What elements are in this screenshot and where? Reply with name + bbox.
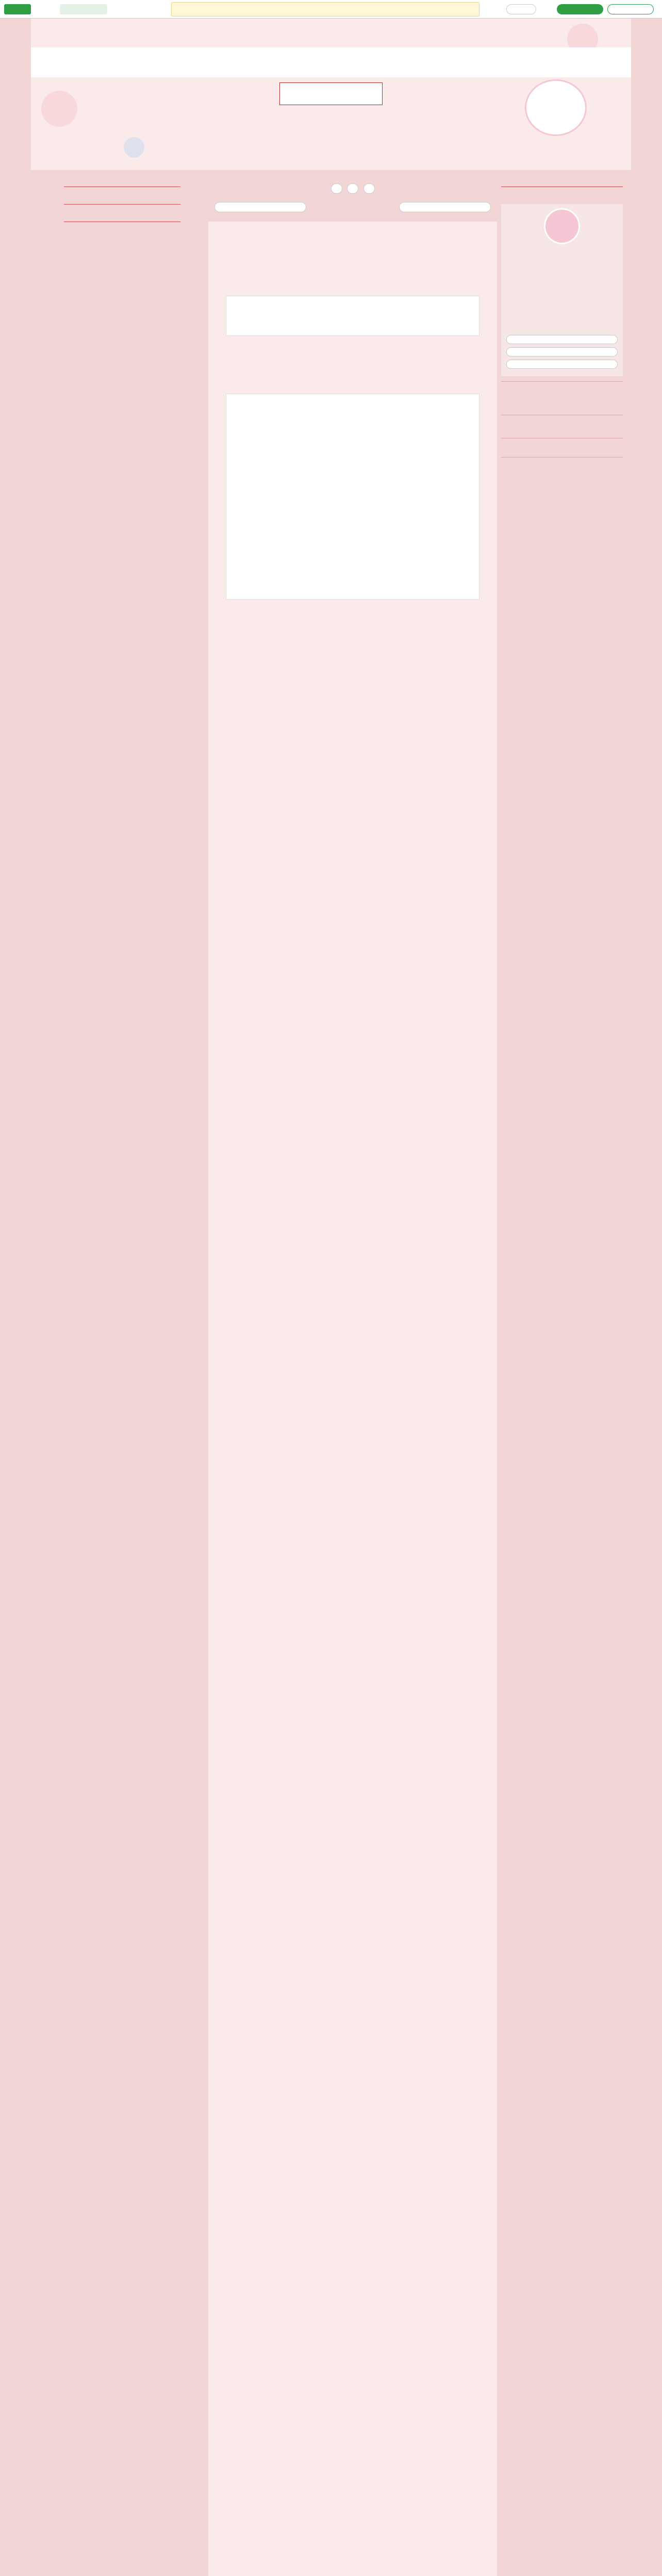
vitamins-intro [226, 368, 479, 378]
ameba-20th-logo[interactable] [60, 4, 107, 14]
list-button[interactable] [347, 183, 358, 194]
archive-heading [64, 222, 180, 234]
article-meta [226, 266, 479, 283]
ameba-logo[interactable] [4, 4, 31, 14]
category-heading [64, 204, 180, 216]
blog-header[interactable] [31, 19, 631, 170]
divider [501, 381, 623, 382]
deco-circle [41, 91, 77, 127]
prev-article-link[interactable] [214, 202, 306, 212]
next-button[interactable] [363, 183, 375, 194]
article-title[interactable] [226, 233, 479, 258]
recent-post-heading [64, 187, 180, 199]
register-button[interactable] [557, 4, 603, 14]
ameba-header-bar [0, 0, 662, 19]
article-pager [208, 202, 497, 212]
message-button[interactable] [506, 360, 618, 369]
follower-count [501, 444, 623, 452]
rss-link[interactable] [501, 463, 623, 471]
header-strip [31, 47, 631, 77]
footer-note [501, 471, 623, 485]
follow-button[interactable] [506, 335, 618, 344]
avatar[interactable] [544, 208, 580, 244]
deco-circle [124, 137, 144, 158]
login-button[interactable] [607, 4, 654, 14]
embedded-link-card[interactable] [226, 296, 479, 336]
fan-button[interactable] [506, 347, 618, 357]
article-card [208, 222, 497, 2576]
profile-heading [501, 187, 623, 199]
prev-button[interactable] [331, 183, 342, 194]
header-bubble [525, 79, 587, 136]
profile-description [505, 260, 619, 332]
ranking-heading [501, 387, 623, 395]
next-article-link[interactable] [399, 202, 491, 212]
calendar-month [501, 420, 623, 431]
cookie-notice [171, 2, 479, 16]
help-button[interactable] [506, 4, 536, 14]
header-banner [279, 82, 383, 105]
profile-name[interactable] [501, 247, 623, 257]
ranking-description [501, 395, 623, 410]
profile-box [501, 204, 623, 376]
main-column [208, 183, 497, 2576]
top-nav-bar [208, 183, 497, 195]
pms-heading [226, 350, 479, 363]
right-sidebar [501, 183, 623, 485]
left-sidebar [64, 183, 180, 239]
book-ad-image[interactable] [226, 394, 479, 600]
